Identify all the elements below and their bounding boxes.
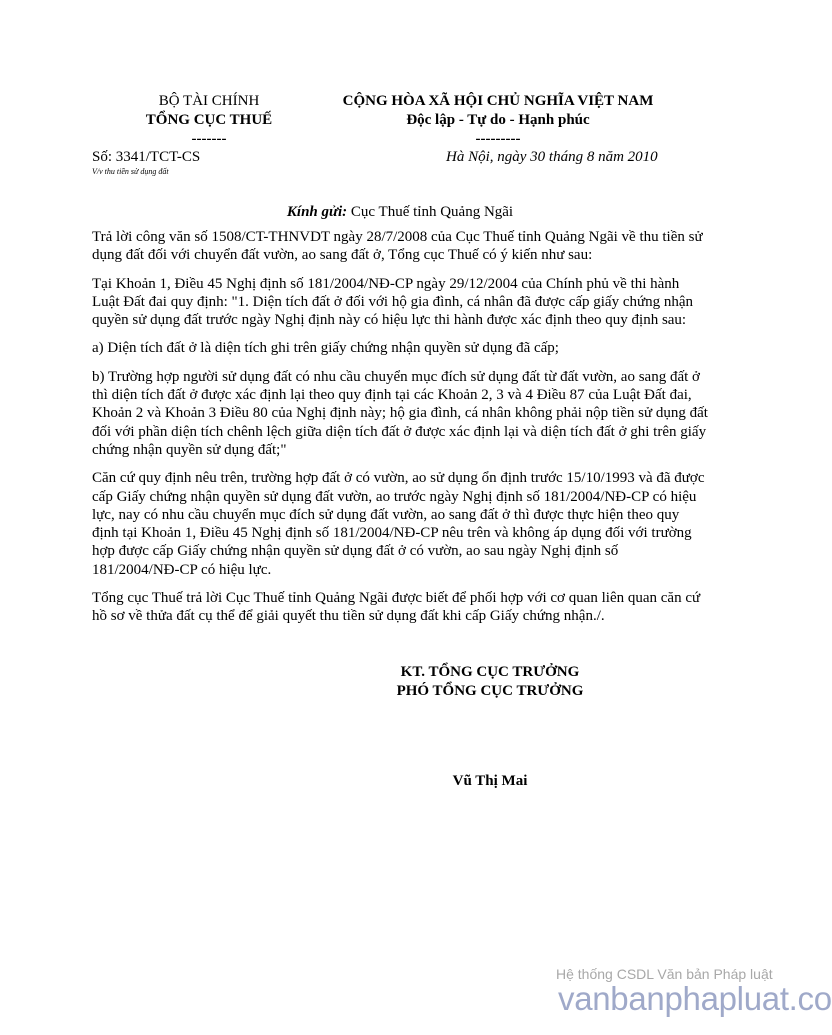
signature-title-block (360, 663, 620, 701)
paragraph-clause-a: a) Diện tích đất ở là diện tích ghi trên giấy chứng nhận quyền sử dụng đã cấp; (92, 340, 559, 357)
paragraph-basis: Căn cứ quy định nêu trên, trường hợp đất ở có vườn, ao sử dụng ổn định trước 15/10/1993 và đã được cấp Giấy chứng nhận quyền sử dụng đất vườn, ao trước ngày Nghị định số 181/2004/NĐ-CP có hiệu lực, nay có nhu cầu chuyển mục đích sử dụng đất vườn, ao sang đất ở thì được thực hiện theo quy định tại Khoản 1, Điều 45 Nghị định số 181/2004/NĐ-CP nêu trên và không áp dụng đối với trường hợp được cấp Giấy chứng nhận quyền sử dụng đất ở có vườn, ao sau ngày Nghị định số 181/2004/NĐ-CP có hiệu lực. (92, 470, 705, 578)
agency-separator: ------- (191, 131, 227, 147)
nation-title: CỘNG HÒA XÃ HỘI CHỦ NGHĨA VIỆT NAM (342, 93, 654, 109)
motto: Độc lập - Tự do - Hạnh phúc (406, 112, 590, 128)
recipient-name: Cục Thuế tỉnh Quảng Ngãi (350, 204, 514, 220)
parent-agency: BỘ TÀI CHÍNH (158, 93, 260, 109)
watermark-site: vanbanphapluat.co (558, 980, 832, 1017)
recipient-line (0, 204, 800, 221)
paragraph-regulation: Tại Khoản 1, Điều 45 Nghị định số 181/2004/NĐ-CP ngày 29/12/2004 của Chính phủ về thi hành Luật Đất đai quy định: "1. Diện tích đất ở đối với hộ gia đình, cá nhân đã được cấp giấy chứng nhận quyền sử dụng đất trước ngày Nghị định này có hiệu lực thi hành được xác định theo quy định sau: (92, 275, 694, 329)
motto-separator: --------- (475, 131, 521, 147)
agency-name: TỔNG CỤC THUẾ (145, 112, 273, 128)
document-body (92, 228, 708, 636)
signature-title-2: PHÓ TỔNG CỤC TRƯỞNG (396, 683, 584, 699)
recipient-label: Kính gửi: (286, 204, 348, 220)
document-number: Số: 3341/TCT-CS (92, 149, 201, 165)
signer-name: Vũ Thị Mai (452, 773, 528, 789)
paragraph-reply: Trả lời công văn số 1508/CT-THNVDT ngày 28/7/2008 của Cục Thuế tỉnh Quảng Ngãi về thu tiền sử dụng đất đối với chuyển đất vườn, ao sang đất ở, Tổng cục Thuế có ý kiến như sau: (92, 229, 703, 264)
paragraph-conclusion: Tổng cục Thuế trả lời Cục Thuế tỉnh Quảng Ngãi được biết để phối hợp với cơ quan liên quan căn cứ hồ sơ về thửa đất cụ thể để giải quyết thu tiền sử dụng đất khi cấp Giấy chứng nhận./. (92, 590, 701, 625)
national-header-block (318, 92, 678, 149)
paragraph-clause-b: b) Trường hợp người sử dụng đất có nhu cầu chuyển mục đích sử dụng đất từ đất vườn, ao sang đất ở thì diện tích đất ở được xác định lại theo quy định tại các Khoản 2, 3 và 4 Điều 87 của Luật Đất đai, Khoản 2 và Khoản 3 Điều 80 của Nghị định này; hộ gia đình, cá nhân không phải nộp tiền sử dụng đất đối với phần diện tích chênh lệch giữa diện tích đất ở được xác định lại và diện tích đất ở ghi trên giấy chứng nhận quyền sử dụng đất;" (92, 368, 708, 458)
watermark-caption: Hệ thống CSDL Văn bản Pháp luật (556, 966, 773, 982)
issuing-agency-block (118, 92, 300, 149)
place-date: Hà Nội, ngày 30 tháng 8 năm 2010 (446, 149, 658, 165)
document-subject: V/v thu tiền sử dụng đất (92, 167, 169, 176)
signature-title-1: KT. TỔNG CỤC TRƯỞNG (400, 664, 580, 680)
